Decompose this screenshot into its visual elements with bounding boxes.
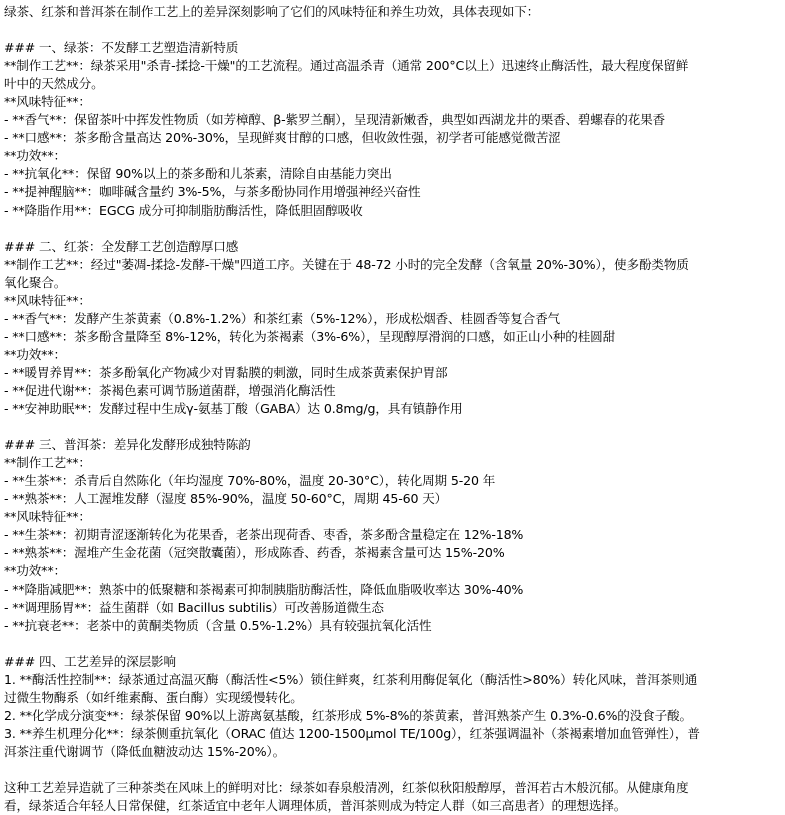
text-line: 3. **养生机理分化**：绿茶侧重抗氧化（ORAC 值达 1200-1500μmol TE/100g），红茶强调温补（茶褐素增加血管弹性），普 [4,725,700,741]
text-line: - **生茶**：杀青后自然陈化（年均湿度 70%-80%，温度 20-30°C），转化周期 5-20 年 [4,473,496,489]
text-line: ### 四、工艺差异的深层影响 [4,653,176,669]
text-line: **功效**： [4,346,66,362]
text-line: **风味特征**： [4,292,91,308]
text-line: **制作工艺**： [4,455,91,471]
blank-line [4,761,781,779]
text-line: **风味特征**： [4,509,91,525]
text-line: 1. **酶活性控制**：绿茶通过高温灭酶（酶活性<5%）锁住鲜爽，红茶利用酶促氧化（酶活性>80%）转化风味，普洱茶则通 [4,671,698,687]
text-line: 过微生物酶系（如纤维素酶、蛋白酶）实现缓慢转化。 [4,689,303,705]
text-line: - **抗衰老**：老茶中的黄酮类物质（含量 0.5%-1.2%）具有较强抗氧化活性 [4,617,432,633]
blank-line [4,635,781,653]
text-line: ### 三、普洱茶：差异化发酵形成独特陈韵 [4,437,251,453]
text-line: - **熟茶**：渥堆产生金花菌（冠突散囊菌），形成陈香、药香，茶褐素含量可达 15%-20% [4,545,505,561]
text-line: - **熟茶**：人工渥堆发酵（湿度 85%-90%，温度 50-60°C，周期 45-60 天） [4,491,448,507]
text-line: ### 二、红茶：全发酵工艺创造醇厚口感 [4,238,239,254]
text-line: - **安神助眠**：发酵过程中生成γ-氨基丁酸（GABA）达 0.8mg/g，具有镇静作用 [4,401,463,417]
text-line: - **调理肠胃**：益生菌群（如 Bacillus subtilis）可改善肠道微生态 [4,599,384,615]
text-line: 看，绿茶适合年轻人日常保健，红茶适宜中老年人调理体质，普洱茶则成为特定人群（如三高患者）的理想选择。 [4,798,627,814]
text-line: **风味特征**： [4,94,91,110]
text-line: - **香气**：保留茶叶中挥发性物质（如芳樟醇、β-紫罗兰酮），呈现清新嫩香，典型如西湖龙井的栗香、碧螺春的花果香 [4,112,666,128]
text-line: **制作工艺**：经过"萎凋-揉捻-发酵-干燥"四道工序。关键在于 48-72 小时的完全发酵（含氧量 20%-30%），使多酚类物质 [4,256,689,272]
text-line: - **口感**：茶多酚含量降至 8%-12%，转化为茶褐素（3%-6%），呈现醇厚滑润的口感，如正山小种的桂圆甜 [4,328,616,344]
text-line: **功效**： [4,148,66,164]
text-line: ### 一、绿茶：不发酵工艺塑造清新特质 [4,40,239,56]
text-line: - **抗氧化**：保留 90%以上的茶多酚和儿茶素，清除自由基能力突出 [4,166,392,182]
text-line: - **促进代谢**：茶褐色素可调节肠道菌群，增强消化酶活性 [4,382,336,398]
text-line: **功效**： [4,563,66,579]
text-line: - **香气**：发酵产生茶黄素（0.8%-1.2%）和茶红素（5%-12%），形成松烟香、桂圆香等复合香气 [4,310,560,326]
text-line: 绿茶、红茶和普洱茶在制作工艺上的差异深刻影响了它们的风味特征和养生功效，具体表现如下： [4,4,540,19]
text-line: - **暖胃养胃**：茶多酚氧化产物减少对胃黏膜的刺激，同时生成茶黄素保护胃部 [4,364,448,380]
text-line: - **生茶**：初期青涩逐渐转化为花果香，老茶出现荷香、枣香，茶多酚含量稳定在 12%-18% [4,527,524,543]
text-line: 洱茶注重代谢调节（降低血糖波动达 15%-20%）。 [4,743,286,759]
text-line: **制作工艺**：绿茶采用"杀青-揉捻-干燥"的工艺流程。通过高温杀青（通常 200°C以上）迅速终止酶活性，最大程度保留鲜 [4,58,689,74]
text-line: - **提神醒脑**：咖啡碱含量约 3%-5%，与茶多酚协同作用增强神经兴奋性 [4,184,421,200]
text-line: - **降脂减肥**：熟茶中的低聚糖和茶褐素可抑制胰脂肪酶活性，降低血脂吸收率达 30%-40% [4,581,524,597]
blank-line [4,220,781,238]
text-line: 叶中的天然成分。 [4,76,104,92]
text-line: 氧化聚合。 [4,274,67,290]
blank-line [4,21,781,39]
text-line: - **口感**：茶多酚含量高达 20%-30%，呈现鲜爽甘醇的口感，但收敛性强，初学者可能感觉微苦涩 [4,130,561,146]
blank-line [4,418,781,436]
text-line: - **降脂作用**：EGCG 成分可抑制脂肪酶活性，降低胆固醇吸收 [4,202,363,218]
text-line: 这种工艺差异造就了三种茶类在风味上的鲜明对比：绿茶如春泉般清冽，红茶似秋阳般醇厚，普洱若古木般沉郁。从健康角度 [4,780,689,796]
text-line: 2. **化学成分演变**：绿茶保留 90%以上游离氨基酸，红茶形成 5%-8%的茶黄素，普洱熟茶产生 0.3%-0.6%的没食子酸。 [4,707,692,723]
